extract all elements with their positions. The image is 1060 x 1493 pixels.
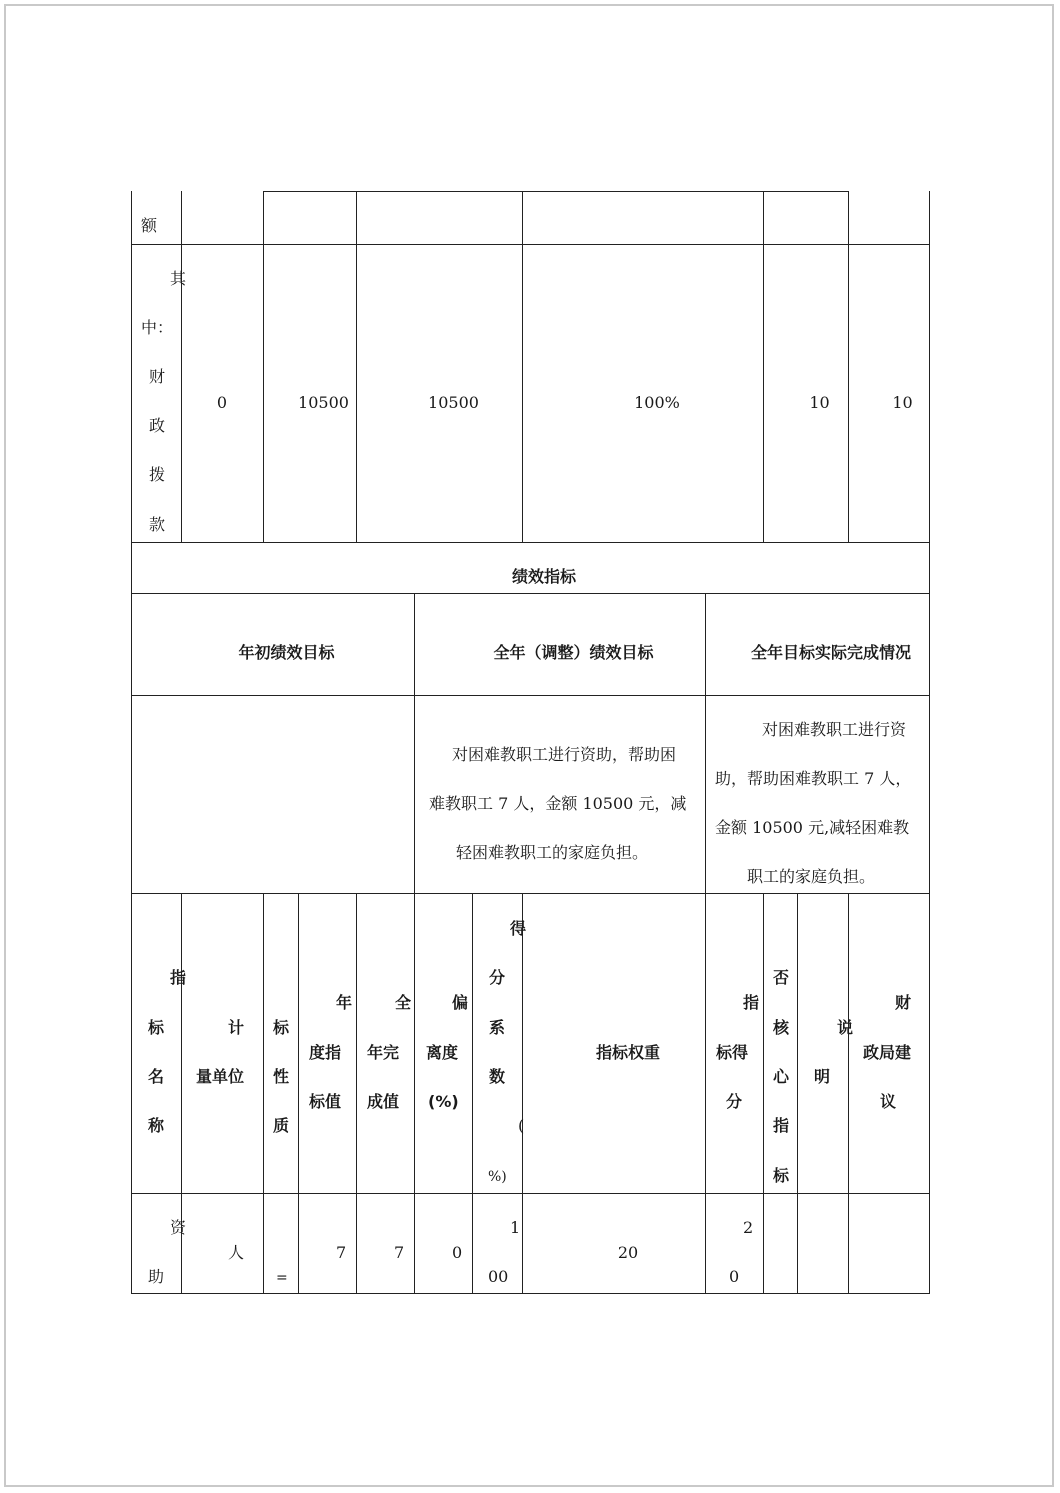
header-nature: 性 — [273, 1067, 290, 1086]
header-actual-value: 年完 — [367, 1043, 400, 1062]
fiscal-label-char: 款 — [149, 515, 166, 534]
header-indicator-name: 称 — [148, 1116, 165, 1135]
header-actual-completion: 全年目标实际完成情况 — [750, 643, 911, 662]
amount-row-label-fragment: 额 — [141, 216, 158, 235]
header-initial-goal: 年初绩效目标 — [238, 643, 335, 662]
header-is-core: 否 — [773, 968, 790, 987]
header-indicator-score: 指 — [743, 993, 760, 1012]
header-nature: 质 — [273, 1116, 290, 1135]
row-unit: 人 — [228, 1243, 245, 1262]
adjusted-goal-text — [416, 730, 706, 877]
header-nature: 标 — [273, 1018, 290, 1037]
row-actual-value: 7 — [394, 1243, 405, 1262]
funds-value-cell: 0 — [216, 393, 228, 412]
actual-completion-line: 助，帮助困难教职工 7 人， — [715, 769, 912, 788]
header-annual-target: 度指 — [309, 1043, 342, 1062]
row-score-coef: 00 — [488, 1267, 509, 1286]
actual-completion-line: 对困难教职工进行资 — [762, 720, 907, 739]
header-unit: 量单位 — [196, 1067, 245, 1086]
row-indicator-score: 2 — [743, 1218, 754, 1237]
header-deviation: (%) — [428, 1092, 459, 1111]
fiscal-label-char: 中： — [141, 318, 174, 337]
funds-value-cell: 10500 — [298, 393, 349, 412]
header-deviation: 离度 — [426, 1043, 459, 1062]
fiscal-label-char: 政 — [149, 416, 166, 435]
actual-completion-text — [707, 705, 929, 901]
header-score-coef: 得 — [510, 919, 527, 938]
header-deviation: 偏 — [452, 993, 469, 1012]
header-weight: 指标权重 — [595, 1043, 660, 1062]
header-finance-suggestion: 政局建 — [863, 1043, 912, 1062]
funds-value-cell: 10500 — [428, 393, 479, 412]
fiscal-label-char: 财 — [149, 367, 166, 386]
header-finance-suggestion: 财 — [895, 993, 912, 1012]
header-indicator-score: 分 — [726, 1092, 743, 1111]
row-deviation: 0 — [452, 1243, 463, 1262]
header-indicator-name: 名 — [148, 1067, 165, 1086]
header-remark: 明 — [814, 1067, 831, 1086]
funds-value-cell: 10 — [809, 393, 830, 412]
row-annual-target: 7 — [336, 1243, 347, 1262]
row-weight: 20 — [617, 1243, 639, 1262]
header-indicator-name: 标 — [148, 1018, 165, 1037]
header-is-core: 指 — [773, 1116, 790, 1135]
header-actual-value: 全 — [395, 993, 412, 1012]
fiscal-label-char: 其 — [170, 269, 187, 288]
header-score-coef: ( — [518, 1116, 525, 1135]
row-indicator-name: 助 — [148, 1267, 165, 1286]
row-nature: = — [276, 1270, 288, 1286]
adjusted-goal-line: 难教职工 7 人，金额 10500 元，减 — [429, 794, 687, 813]
header-actual-value: 成值 — [367, 1092, 400, 1111]
header-score-coef: 系 — [489, 1018, 506, 1037]
header-indicator-score: 标得 — [716, 1043, 749, 1062]
actual-completion-line: 金额 10500 元,减轻困难教 — [715, 818, 910, 837]
adjusted-goal-line: 对困难教职工进行资助，帮助困 — [452, 745, 677, 764]
actual-completion-line: 职工的家庭负担。 — [747, 867, 876, 886]
row-score-coef: 1 — [510, 1218, 521, 1237]
header-is-core: 心 — [773, 1067, 790, 1086]
header-annual-target: 年 — [336, 993, 353, 1012]
section-title: 绩效指标 — [511, 567, 576, 586]
row-indicator-name: 资 — [170, 1218, 187, 1237]
header-remark: 说 — [837, 1018, 854, 1037]
header-adjusted-goal: 全年（调整）绩效目标 — [493, 643, 654, 662]
header-score-coef: 数 — [489, 1067, 506, 1086]
header-indicator-name: 指 — [170, 968, 187, 987]
header-is-core: 核 — [773, 1018, 790, 1037]
header-score-coef: %) — [488, 1169, 507, 1185]
fiscal-label-char: 拨 — [149, 465, 166, 484]
header-unit: 计 — [228, 1018, 245, 1037]
header-finance-suggestion: 议 — [880, 1092, 897, 1111]
header-score-coef: 分 — [489, 968, 506, 987]
header-is-core: 标 — [773, 1166, 790, 1185]
funds-value-cell: 10 — [892, 393, 913, 412]
header-annual-target: 标值 — [309, 1092, 342, 1111]
adjusted-goal-line: 轻困难教职工的家庭负担。 — [456, 843, 649, 862]
row-indicator-score: 0 — [729, 1267, 740, 1286]
funds-value-cell: 100% — [634, 393, 680, 412]
